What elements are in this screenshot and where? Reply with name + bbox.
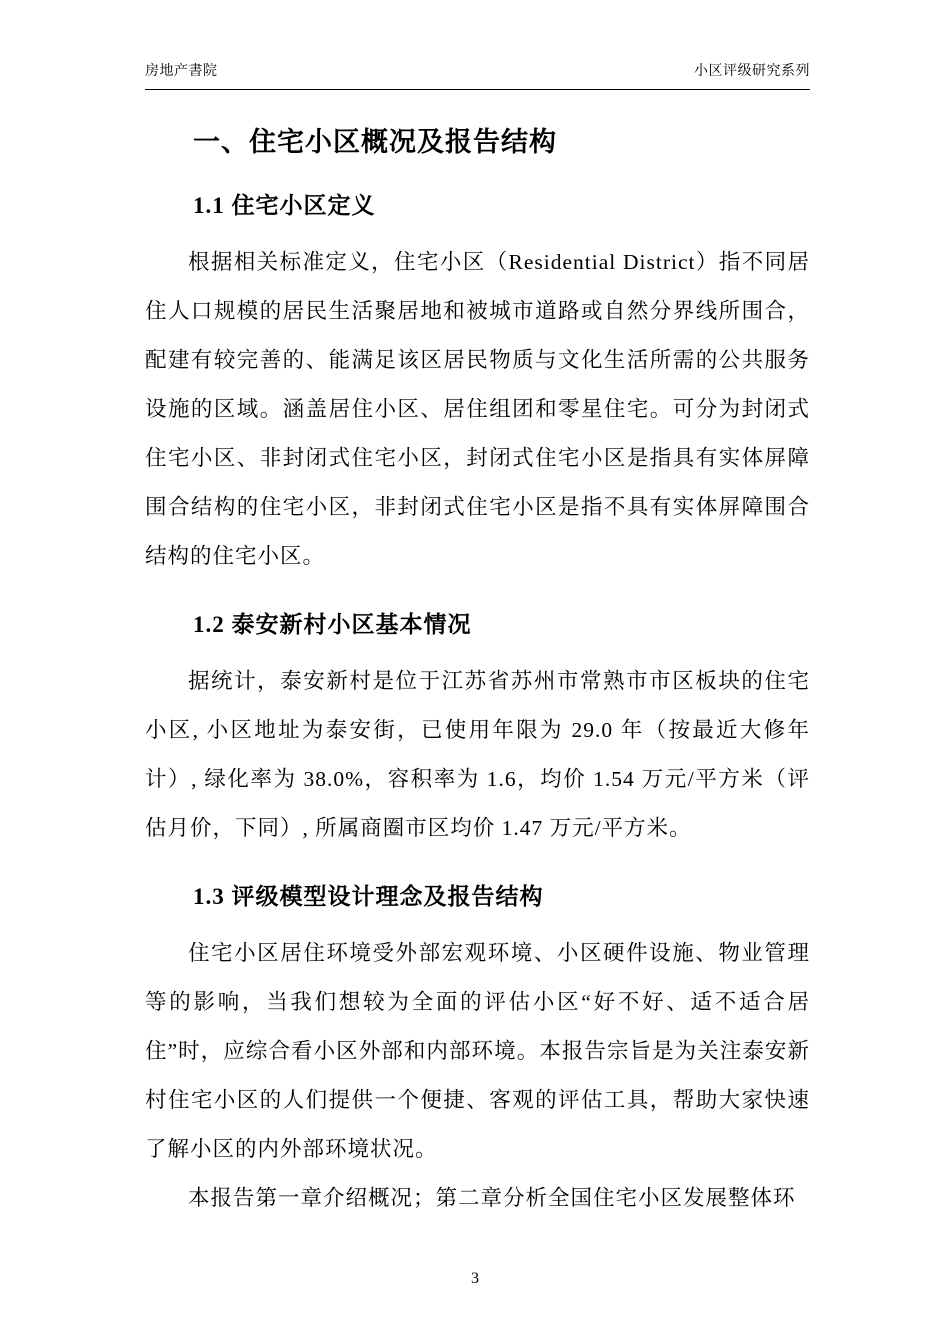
section-1-3-title: 1.3 评级模型设计理念及报告结构: [193, 884, 544, 909]
section-1-1-paragraph: 根据相关标准定义，住宅小区（Residential District）指不同居住人口规模的居民生活聚居地和被城市道路或自然分界线所围合，配建有较完善的、能满足该区居民物质与文化生活所需的公共服务设施的区域。涵盖居住小区、居住组团和零星住宅。可分为封闭式住宅小区、非封闭式住宅小区，封闭式住宅小区是指具有实体屏障围合结构的住宅小区，非封闭式住宅小区是指不具有实体屏障围合结构的住宅小区。: [145, 250, 810, 568]
section-1-2-paragraph: 据统计，泰安新村是位于江苏省苏州市常熟市市区板块的住宅小区, 小区地址为泰安街，已使用年限为 29.0 年（按最近大修年计）, 绿化率为 38.0%，容积率为 1.6，均价 1.54 万元/平方米（评估月价，下同）, 所属商圈市区均价 1.47 万元/平方米。: [145, 669, 810, 840]
header-right-text: 小区评级研究系列: [694, 64, 810, 79]
section-1-2: [145, 607, 810, 853]
page-footer: [0, 1270, 950, 1288]
section-1-2-title: 1.2 泰安新村小区基本情况: [193, 612, 472, 637]
chapter-title: 一、住宅小区概况及报告结构: [193, 127, 557, 157]
document-content: [145, 112, 810, 1223]
section-1-1: [145, 188, 810, 581]
page-number: 3: [471, 1270, 479, 1287]
header-left-text: 房地产書院: [145, 64, 218, 79]
section-1-3-paragraph-1: 住宅小区居住环境受外部宏观环境、小区硬件设施、物业管理等的影响，当我们想较为全面的评估小区“好不好、适不适合居住”时，应综合看小区外部和内部环境。本报告宗旨是为关注泰安新村住宅小区的人们提供一个便捷、客观的评估工具，帮助大家快速了解小区的内外部环境状况。: [145, 941, 810, 1161]
page-header: [145, 60, 810, 90]
section-1-3: [145, 879, 810, 1223]
section-1-3-paragraph-2: 本报告第一章介绍概况；第二章分析全国住宅小区发展整体环: [188, 1186, 796, 1210]
section-1-1-title: 1.1 住宅小区定义: [193, 193, 376, 218]
